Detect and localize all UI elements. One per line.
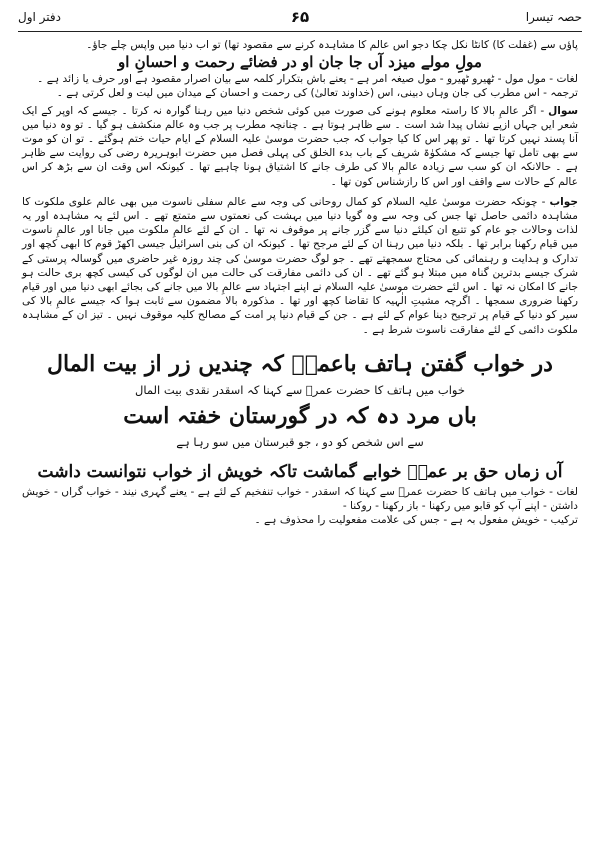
question-paragraph: سوال - اگر عالمِ بالا کا راستہ معلوم ہونے کی صورت میں کوئی شخص دنیا میں رہنا گوارہ نہ کرتا ۔ جیسے کہ اوپر کے ایک شعر ایں جہاں ازپے نشاں پیدا شد است ۔ سے ظاہر ہوتا ہے ۔ چنانچہ مطرب پر جب وہ عالم منکشف ہو گیا ۔ تو وہ دنیا میں آنا پسند نہیں کرتا تھا ۔ تو پھر اس کا کیا جواب کہ جب حضرت موسیٰ علیہ السلام کے ایام حیات ختم ہوگئے ۔ تو ان کو موت سے بھی تامل تھا جیسے کہ مشکوٰۃ شریف کے باب بدء الخلق کی پہلی فصل میں حضرت ابوہریرہ رضی کی روایت سے ظاہر ہے ۔ حالانکہ ان کو سب سے زیادہ عالمِ بالا کی طرف جانے کا اشتیاق ہونا چاہیے تھا ۔ کیونکہ اس وقت ان سے بڑھ کر اس عالم کے حالات سے واقف اور اس کا رازشناس کون تھا ۔ <box>22 104 578 188</box>
verse-heading-line2: باں مرد دہ کہ در گورستان خفتہ است <box>123 402 477 429</box>
verse-couplet-umar: آں زماں حق بر عمرؓ خوابے گماشت تاکہ خویش از خواب نتوانست داشت <box>37 461 563 482</box>
answer-label: جواب <box>549 195 578 208</box>
question-text: اگر عالمِ بالا کا راستہ معلوم ہونے کی صورت میں کوئی شخص دنیا میں رہنا گوارہ نہ کرتا ۔ جیسے کہ اوپر کے ایک شعر ایں جہاں ازپے نشاں پیدا شد است ۔ سے ظاہر ہوتا ہے ۔ چنانچہ مطرب پر جب وہ عالم منکشف ہو گیا ۔ تو وہ دنیا میں آنا پسند نہیں کرتا تھا ۔ تو پھر اس کا کیا جواب کہ جب حضرت موسیٰ علیہ السلام کے ایام حیات ختم ہوگئے ۔ تو ان کو موت سے بھی تامل تھا جیسے کہ مشکوٰۃ شریف کے باب بدء الخلق کی پہلی فصل میں حضرت ابوہریرہ رضی کی روایت سے ظاہر ہے ۔ حالانکہ ان کو سب سے زیادہ عالمِ بالا کی طرف جانے کا اشتیاق ہونا چاہیے تھا ۔ کیونکہ اس وقت ان سے بڑھ کر اس عالم کے حالات سے واقف اور اس کا رازشناس کون تھا ۔ <box>22 104 578 188</box>
header-volume: دفتر اول <box>18 10 61 24</box>
page-header <box>18 6 582 32</box>
answer-paragraph: جواب - چونکہ حضرت موسیٰ علیہ السلام کو کمال روحانی کی وجہ سے عالم سفلی ناسوت میں بھی عالم علوی ملکوت کا مشاہدہ دائمی حاصل تھا جس کی وجہ سے وہ گویا دنیا میں بہشت کی نعمتوں سے متمتع تھے ۔ اس لئے یہ مشاہدہ اور یہ لذات وحالات جو عام کو تتبع ان کیلئے دنیا سے گزر جانے پر موقوف نہ تھا ۔ ان کے لئے عالمِ ملکوت میں جانا اور عالمِ ناسوت میں قیام رکھنا برابر تھا ۔ بلکہ دنیا میں رہنا ان کے لئے مرجح تھا ۔ کیونکہ ان کی بنی اسرائیل جیسی اکھڑ قوم کا ابھی کچھ اور تدارک و ہدایت و رہنمائی کی محتاج سمجھتے تھے ۔ جو لوگ حضرت موسیٰ کی چند روزہ غیر حاضری میں گوسالہ پرستی کے شرک جیسے بدترین گناہ میں مبتلا ہو گئے تھے ۔ ان کی دائمی مفارقت کی حالت میں ان لوگوں کی کیسی کچھ بری حالت ہو جانے کا امکان نہ تھا ۔ اس لئے حضرت موسیٰ علیہ السلام نے اپنے اجتہاد سے عالمِ بالا میں جانے کی بجائے ابھی دنیا میں اور قیام رکھنا ضروری سمجھا ۔ اگرچہ مشیتِ الٰہیہ کا تقاضا کچھ اور تھا ۔ مذکورہ بالا مضمون سے ثابت ہوا کہ جیسے عالمِ بالا کی سیر کو دنیا کے قیام پر ترجیح دینا عوام کے لئے ہے ۔ جن کے قیام دنیا پر امت کے مصالح کلیہ موقوف نہیں ۔ تیز ان کے مشاہدہ ملکوت دائمی کے لئے مفارقت ناسوت شرط ہے ۔ <box>22 195 578 336</box>
verse-heading-line1: در خواب گفتن ہاتف باعمرؓ کہ چندیں زر از بیت المال <box>47 350 553 377</box>
page-body <box>22 38 578 839</box>
tarkeeb-line: ترکیب - خویش مفعول بہ ہے - جس کی علامت مفعولیت را محذوف ہے ۔ <box>254 514 578 527</box>
header-rule <box>18 31 582 32</box>
tarjuma-line: ترجمہ - اس مطرب کی جان وہاں دبینی، اس (خداوند تعالیٰ) کی رحمت و احسان کے میدان میں لیت و لعل کرتی ہے ۔ <box>56 87 578 100</box>
verse-couplet-mol: مولِ مولے میزد آں جا جان او در فضائے رحمت و احسانِ او <box>118 53 482 72</box>
verse-heading-translation2: سے اس شخص کو دو ، جو قبرستان میں سو رہا ہے <box>176 434 424 449</box>
page-number: ۶۵ <box>290 8 310 26</box>
lughat-line: لغات - مول مول - ٹھیرو ٹھیرو - مول صیغہ امر ہے - یعنے باش بتکرار کلمہ سے بیان اصرار مقصود ہے اور حرف یا زائد ہے ۔ <box>37 73 578 86</box>
question-label: سوال <box>548 104 578 117</box>
header-part: حصہ تیسرا <box>525 10 582 24</box>
answer-text: چونکہ حضرت موسیٰ علیہ السلام کو کمال روحانی کی وجہ سے عالم سفلی ناسوت میں بھی عالم علوی ملکوت کا مشاہدہ دائمی حاصل تھا جس کی وجہ سے وہ گویا دنیا میں بہشت کی نعمتوں سے متمتع تھے ۔ اس لئے یہ مشاہدہ اور یہ لذات وحالات جو عام کو تتبع ان کیلئے دنیا سے گزر جانے پر موقوف نہ تھا ۔ ان کے لئے عالمِ ملکوت میں جانا اور عالمِ ناسوت میں قیام رکھنا برابر تھا ۔ بلکہ دنیا میں رہنا ان کے لئے مرجح تھا ۔ کیونکہ ان کی بنی اسرائیل جیسی اکھڑ قوم کا ابھی کچھ اور تدارک و ہدایت و رہنمائی کی محتاج سمجھتے تھے ۔ جو لوگ حضرت موسیٰ کی چند روزہ غیر حاضری میں گوسالہ پرستی کے شرک جیسے بدترین گناہ میں مبتلا ہو گئے تھے ۔ ان کی دائمی مفارقت کی حالت میں ان لوگوں کی کیسی کچھ بری حالت ہو جانے کا امکان نہ تھا ۔ اس لئے حضرت موسیٰ علیہ السلام نے اپنے اجتہاد سے عالمِ بالا میں جانے کی بجائے ابھی دنیا میں اور قیام رکھنا ضروری سمجھا ۔ اگرچہ مشیتِ الٰہیہ کا تقاضا کچھ اور تھا ۔ مذکورہ بالا مضمون سے ثابت ہوا کہ جیسے عالمِ بالا کی سیر کو دنیا کے قیام پر ترجیح دینا عوام کے لئے ہے ۔ جن کے قیام دنیا پر امت کے مصالح کلیہ موقوف نہیں ۔ تیز ان کے مشاہدہ ملکوت دائمی کے لئے مفارقت ناسوت شرط ہے ۔ <box>22 195 578 336</box>
verse-heading-translation1: خواب میں ہاتف کا حضرت عمرؓ سے کہنا کہ اسقدر نقدی بیت المال <box>135 382 465 397</box>
lughat-paragraph: لغات - خواب میں ہاتف کا حضرت عمرؓ سے کہنا کہ اسقدر - خواب تنفخیم کے لئے ہے - یعنے گہری نیند - خواب گراں - خویش داشتن - اپنے آپ کو قابو میں رکھنا - باز رکھنا - روکنا - <box>22 485 578 513</box>
text-line-intro: پاؤں سے (غفلت کا) کانٹا نکل چکا دجو اس عالم کا مشاہدہ کرنے سے مقصود تھا) تو اب دنیا میں واپس چلے جاؤ۔ <box>86 39 578 51</box>
